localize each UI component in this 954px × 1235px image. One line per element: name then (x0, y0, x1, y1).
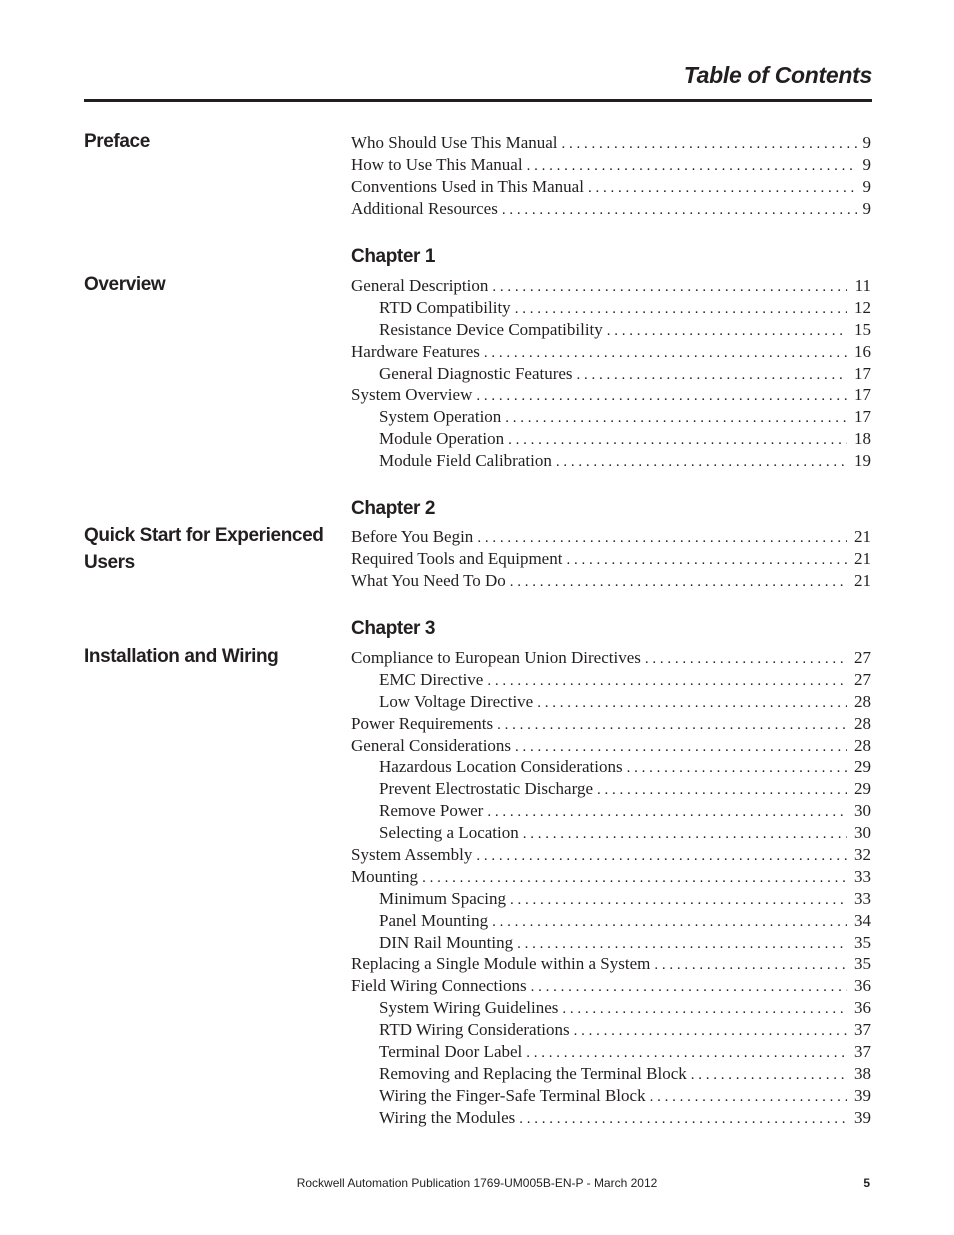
toc-entry-title: Compliance to European Union Directives (351, 648, 641, 667)
dot-leader (515, 737, 847, 759)
toc-entry[interactable] (351, 132, 871, 154)
toc-entry-title: Replacing a Single Module within a System (351, 954, 651, 974)
toc-entry-page-number: 32 (854, 845, 871, 865)
dot-leader (422, 868, 847, 890)
toc-entry-page-number: 30 (854, 801, 871, 821)
dot-leader (497, 715, 847, 737)
dot-leader (510, 890, 847, 912)
page-title: Table of Contents (683, 62, 872, 88)
toc-entry[interactable] (351, 198, 871, 220)
toc-entry[interactable] (351, 691, 871, 713)
toc-entry-page-number: 36 (854, 976, 871, 996)
dot-leader (577, 365, 847, 387)
toc-entry-page-number: 21 (854, 548, 871, 568)
dot-leader (654, 955, 847, 977)
toc-entry-title: General Description (351, 276, 489, 295)
dot-leader (562, 999, 847, 1021)
toc-entry[interactable] (351, 275, 871, 297)
toc-entry-title: Terminal Door Label (379, 1042, 523, 1062)
toc-entry-title: What You Need To Do (351, 570, 506, 590)
toc-entry-page-number: 17 (854, 363, 871, 383)
toc-entry-page-number: 16 (854, 341, 871, 361)
toc-entry-title: Selecting a Location (379, 823, 519, 843)
toc-entry-title: Mounting (351, 866, 419, 886)
toc-entry-page-number: 21 (854, 570, 871, 590)
toc-entry-title: Module Operation (379, 429, 505, 449)
toc-entry-title: RTD Wiring Considerations (379, 1020, 570, 1040)
toc-entry-page-number: 33 (854, 866, 871, 886)
toc-entry-title: Panel Mounting (379, 910, 489, 930)
toc-entry[interactable] (351, 319, 871, 341)
chapter-heading-1: Chapter 1 (351, 246, 436, 267)
dot-leader (691, 1065, 847, 1087)
toc-entry[interactable] (351, 997, 871, 1019)
toc-entry-page-number: 12 (854, 297, 871, 317)
toc-entry[interactable] (351, 866, 871, 888)
toc-entry-page-number: 9 (862, 176, 871, 196)
dot-leader (566, 550, 847, 572)
toc-entry[interactable] (351, 910, 871, 932)
toc-entry-title: Hazardous Location Considerations (379, 757, 623, 777)
toc-entry-title: General Diagnostic Features (379, 363, 573, 383)
toc-entry[interactable] (351, 844, 871, 866)
toc-entry-page-number: 37 (854, 1042, 871, 1062)
toc-entry[interactable] (351, 384, 871, 406)
dot-leader (556, 452, 847, 474)
chapter-heading-3: Chapter 3 (351, 618, 436, 639)
toc-list-preface (351, 132, 871, 220)
toc-entry-page-number: 35 (854, 954, 871, 974)
dot-leader (476, 846, 847, 868)
dot-leader (645, 649, 847, 671)
toc-entry-title: System Assembly (351, 845, 473, 865)
toc-list-overview (351, 275, 871, 472)
toc-entry-title: Power Requirements (351, 713, 494, 733)
footer-page-number: 5 (863, 1176, 870, 1190)
toc-entry-title: Remove Power (379, 801, 484, 821)
dot-leader (531, 977, 847, 999)
toc-entry[interactable] (351, 297, 871, 319)
toc-entry[interactable] (351, 450, 871, 472)
dot-leader (597, 780, 847, 802)
title-rule (84, 99, 872, 102)
toc-entry[interactable] (351, 1041, 871, 1063)
dot-leader (574, 1021, 847, 1043)
toc-entry[interactable] (351, 953, 871, 975)
toc-entry-page-number: 17 (854, 385, 871, 405)
toc-entry-page-number: 28 (854, 713, 871, 733)
footer-publication: Rockwell Automation Publication 1769-UM005B-EN-P - March 2012 (296, 1176, 658, 1190)
dot-leader (515, 299, 847, 321)
toc-entry-title: Additional Resources (351, 198, 498, 218)
toc-entry-title: Field Wiring Connections (351, 976, 527, 996)
toc-entry-page-number: 17 (854, 407, 871, 427)
toc-entry-page-number: 36 (854, 998, 871, 1018)
dot-leader (487, 671, 847, 693)
toc-entry-title: DIN Rail Mounting (379, 932, 514, 952)
dot-leader (562, 134, 857, 156)
toc-entry-title: RTD Compatibility (379, 297, 511, 317)
toc-entry-title: Hardware Features (351, 341, 480, 361)
toc-entry-page-number: 9 (862, 154, 871, 174)
toc-entry-title: Module Field Calibration (379, 451, 552, 471)
toc-entry-page-number: 27 (854, 648, 871, 667)
toc-entry[interactable] (351, 713, 871, 735)
toc-entry[interactable] (351, 756, 871, 778)
toc-entry[interactable] (351, 888, 871, 910)
toc-entry[interactable] (351, 647, 871, 669)
toc-entry[interactable] (351, 975, 871, 997)
toc-entry-page-number: 15 (854, 319, 871, 339)
toc-entry-title: EMC Directive (379, 669, 484, 689)
dot-leader (477, 528, 847, 550)
toc-entry-title: System Operation (379, 407, 502, 427)
toc-entry[interactable] (351, 570, 871, 592)
toc-entry-page-number: 19 (854, 451, 871, 471)
toc-entry-page-number: 29 (854, 779, 871, 799)
dot-leader (650, 1087, 847, 1109)
toc-entry-page-number: 37 (854, 1020, 871, 1040)
toc-entry-page-number: 39 (854, 1107, 871, 1127)
toc-entry[interactable] (351, 932, 871, 954)
section-label-quick-start: Quick Start for Experienced Users (84, 525, 324, 573)
dot-leader (607, 321, 847, 343)
toc-entry-page-number: 34 (854, 910, 871, 930)
toc-entry[interactable] (351, 1107, 871, 1129)
toc-entry[interactable] (351, 548, 871, 570)
toc-entry-title: Who Should Use This Manual (351, 133, 558, 152)
section-label-overview: Overview (84, 274, 166, 295)
toc-entry-page-number: 28 (854, 735, 871, 755)
toc-entry-title: Prevent Electrostatic Discharge (379, 779, 593, 799)
toc-entry-title: System Wiring Guidelines (379, 998, 559, 1018)
toc-entry-title: Before You Begin (351, 527, 474, 546)
dot-leader (492, 277, 847, 299)
toc-entry[interactable] (351, 1085, 871, 1107)
toc-entry[interactable] (351, 669, 871, 691)
toc-entry[interactable] (351, 526, 871, 548)
dot-leader (588, 178, 857, 200)
toc-entry-title: How to Use This Manual (351, 154, 523, 174)
toc-entry-page-number: 33 (854, 888, 871, 908)
toc-entry-page-number: 27 (854, 669, 871, 689)
toc-entry[interactable] (351, 341, 871, 363)
dot-leader (484, 343, 847, 365)
toc-entry-title: Wiring the Finger-Safe Terminal Block (379, 1085, 646, 1105)
toc-entry-title: Removing and Replacing the Terminal Block (379, 1063, 687, 1083)
dot-leader (508, 430, 847, 452)
toc-entry-title: Conventions Used in This Manual (351, 176, 584, 196)
toc-entry[interactable] (351, 778, 871, 800)
dot-leader (523, 824, 847, 846)
toc-entry[interactable] (351, 1019, 871, 1041)
toc-entry[interactable] (351, 363, 871, 385)
toc-entry-page-number: 11 (854, 276, 871, 295)
toc-entry-title: Low Voltage Directive (379, 691, 534, 711)
dot-leader (487, 802, 847, 824)
dot-leader (537, 693, 847, 715)
toc-entry-title: Minimum Spacing (379, 888, 507, 908)
toc-entry-page-number: 29 (854, 757, 871, 777)
toc-entry-page-number: 30 (854, 823, 871, 843)
toc-list-installation (351, 647, 871, 1129)
dot-leader (526, 1043, 847, 1065)
toc-entry-page-number: 18 (854, 429, 871, 449)
toc-entry-page-number: 35 (854, 932, 871, 952)
toc-entry-page-number: 21 (854, 527, 871, 546)
toc-entry[interactable] (351, 176, 871, 198)
dot-leader (627, 758, 847, 780)
dot-leader (527, 156, 857, 178)
dot-leader (510, 572, 847, 594)
section-label-preface: Preface (84, 131, 150, 152)
toc-entry-title: System Overview (351, 385, 473, 405)
dot-leader (476, 386, 847, 408)
toc-entry[interactable] (351, 735, 871, 757)
dot-leader (502, 200, 857, 222)
dot-leader (492, 912, 847, 934)
toc-entry[interactable] (351, 1063, 871, 1085)
toc-entry[interactable] (351, 406, 871, 428)
toc-entry-title: Required Tools and Equipment (351, 548, 563, 568)
toc-entry[interactable] (351, 154, 871, 176)
toc-entry[interactable] (351, 800, 871, 822)
chapter-heading-2: Chapter 2 (351, 498, 436, 519)
section-label-installation: Installation and Wiring (84, 646, 279, 667)
dot-leader (519, 1109, 847, 1131)
toc-entry[interactable] (351, 822, 871, 844)
toc-entry-title: Resistance Device Compatibility (379, 319, 603, 339)
toc-entry-page-number: 9 (862, 198, 871, 218)
toc-entry-page-number: 39 (854, 1085, 871, 1105)
toc-entry-page-number: 38 (854, 1063, 871, 1083)
dot-leader (505, 408, 847, 430)
toc-list-quick-start (351, 526, 871, 592)
toc-entry[interactable] (351, 428, 871, 450)
toc-entry-title: Wiring the Modules (379, 1107, 516, 1127)
toc-entry-page-number: 28 (854, 691, 871, 711)
toc-entry-page-number: 9 (862, 133, 871, 152)
dot-leader (517, 934, 847, 956)
toc-entry-title: General Considerations (351, 735, 512, 755)
